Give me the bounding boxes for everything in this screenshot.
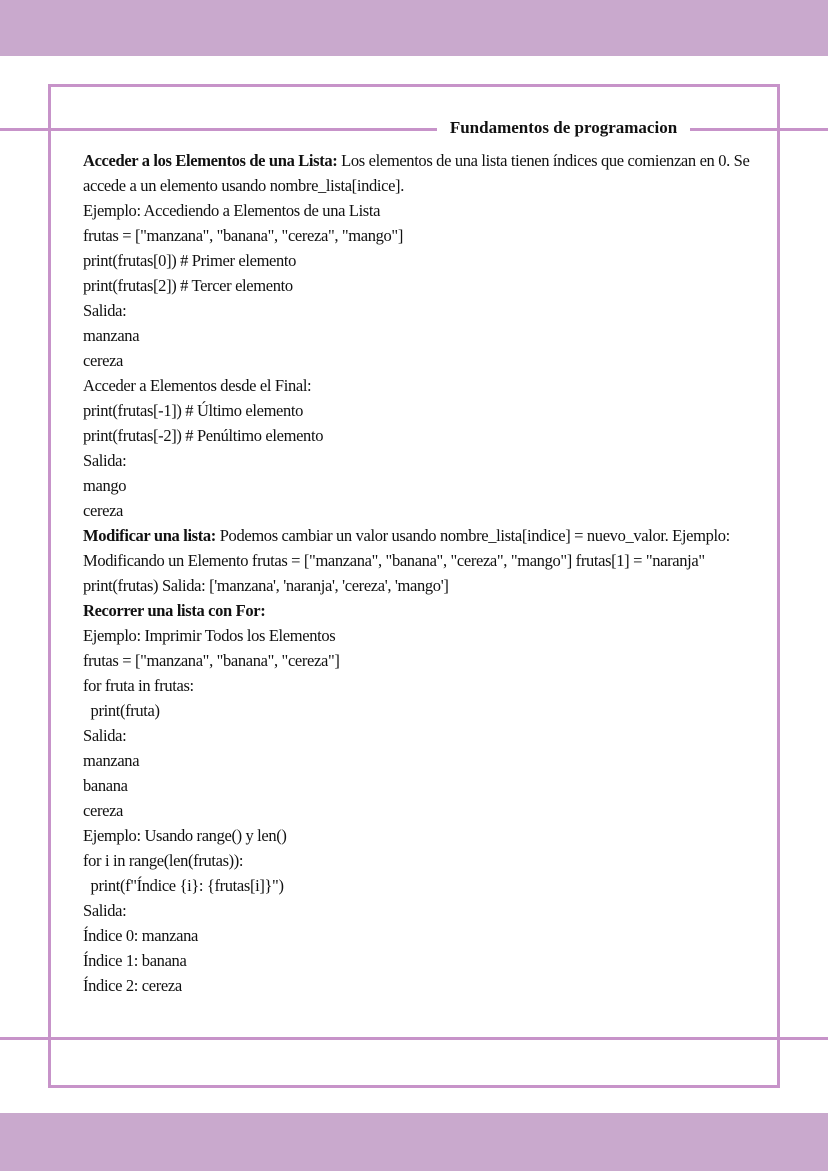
- output-line: cereza: [83, 501, 124, 520]
- output-label: Salida:: [83, 726, 127, 745]
- output-line: cereza: [83, 801, 124, 820]
- access-intro: [83, 148, 753, 173]
- code-line: frutas = ["manzana", "banana", "cereza"]: [83, 651, 340, 670]
- code-line: print(frutas[-1]) # Último elemento: [83, 401, 304, 420]
- access-text: Los elementos de una lista tienen índices que comienzan en 0. Se: [337, 151, 750, 170]
- access-text-2: accede a un elemento usando nombre_lista[indice].: [83, 176, 404, 195]
- for-example2-title: Ejemplo: Usando range() y len(): [83, 826, 287, 845]
- modify-text: Podemos cambiar un valor usando nombre_lista[indice] = nuevo_valor. Ejemplo:: [215, 526, 730, 545]
- for-heading: Recorrer una lista con For:: [83, 601, 266, 620]
- modify-intro: [83, 523, 753, 548]
- access-heading: Acceder a los Elementos de una Lista:: [83, 151, 338, 170]
- page-content: [83, 148, 753, 998]
- output-line: manzana: [83, 751, 140, 770]
- output-line: Índice 2: cereza: [83, 976, 182, 995]
- page-header-title: Fundamentos de programacion: [437, 116, 690, 140]
- for-heading-row: [83, 598, 753, 623]
- footer-rule: [0, 1037, 828, 1040]
- bottom-band: [0, 1113, 828, 1171]
- code-line: print(frutas[2]) # Tercer elemento: [83, 276, 293, 295]
- header-rule-right: [690, 128, 828, 131]
- output-line: cereza: [83, 351, 124, 370]
- code-line: for fruta in frutas:: [83, 676, 194, 695]
- modify-text-2: Modificando un Elemento frutas = ["manzana", "banana", "cereza", "mango"] frutas[1] = "naranja": [83, 551, 705, 570]
- output-label: Salida:: [83, 451, 127, 470]
- output-label: Salida:: [83, 301, 127, 320]
- code-line: for i in range(len(frutas)):: [83, 851, 244, 870]
- output-label: Salida:: [83, 901, 127, 920]
- output-line: mango: [83, 476, 127, 495]
- end-access-title: Acceder a Elementos desde el Final:: [83, 376, 312, 395]
- header-rule-left: [0, 128, 437, 131]
- code-line: frutas = ["manzana", "banana", "cereza", "mango"]: [83, 226, 403, 245]
- output-line: Índice 1: banana: [83, 951, 187, 970]
- code-line: print(frutas[-2]) # Penúltimo elemento: [83, 426, 324, 445]
- code-line: print(fruta): [83, 701, 160, 720]
- modify-text-3: print(frutas) Salida: ['manzana', 'naranja', 'cereza', 'mango']: [83, 576, 449, 595]
- access-example-title: Ejemplo: Accediendo a Elementos de una Lista: [83, 201, 381, 220]
- for-example-title: Ejemplo: Imprimir Todos los Elementos: [83, 626, 336, 645]
- code-line: print(frutas[0]) # Primer elemento: [83, 251, 297, 270]
- output-line: manzana: [83, 326, 140, 345]
- modify-heading: Modificar una lista:: [83, 526, 216, 545]
- output-line: Índice 0: manzana: [83, 926, 198, 945]
- code-line: print(f"Índice {i}: {frutas[i]}"): [83, 876, 284, 895]
- top-band: [0, 0, 828, 56]
- output-line: banana: [83, 776, 128, 795]
